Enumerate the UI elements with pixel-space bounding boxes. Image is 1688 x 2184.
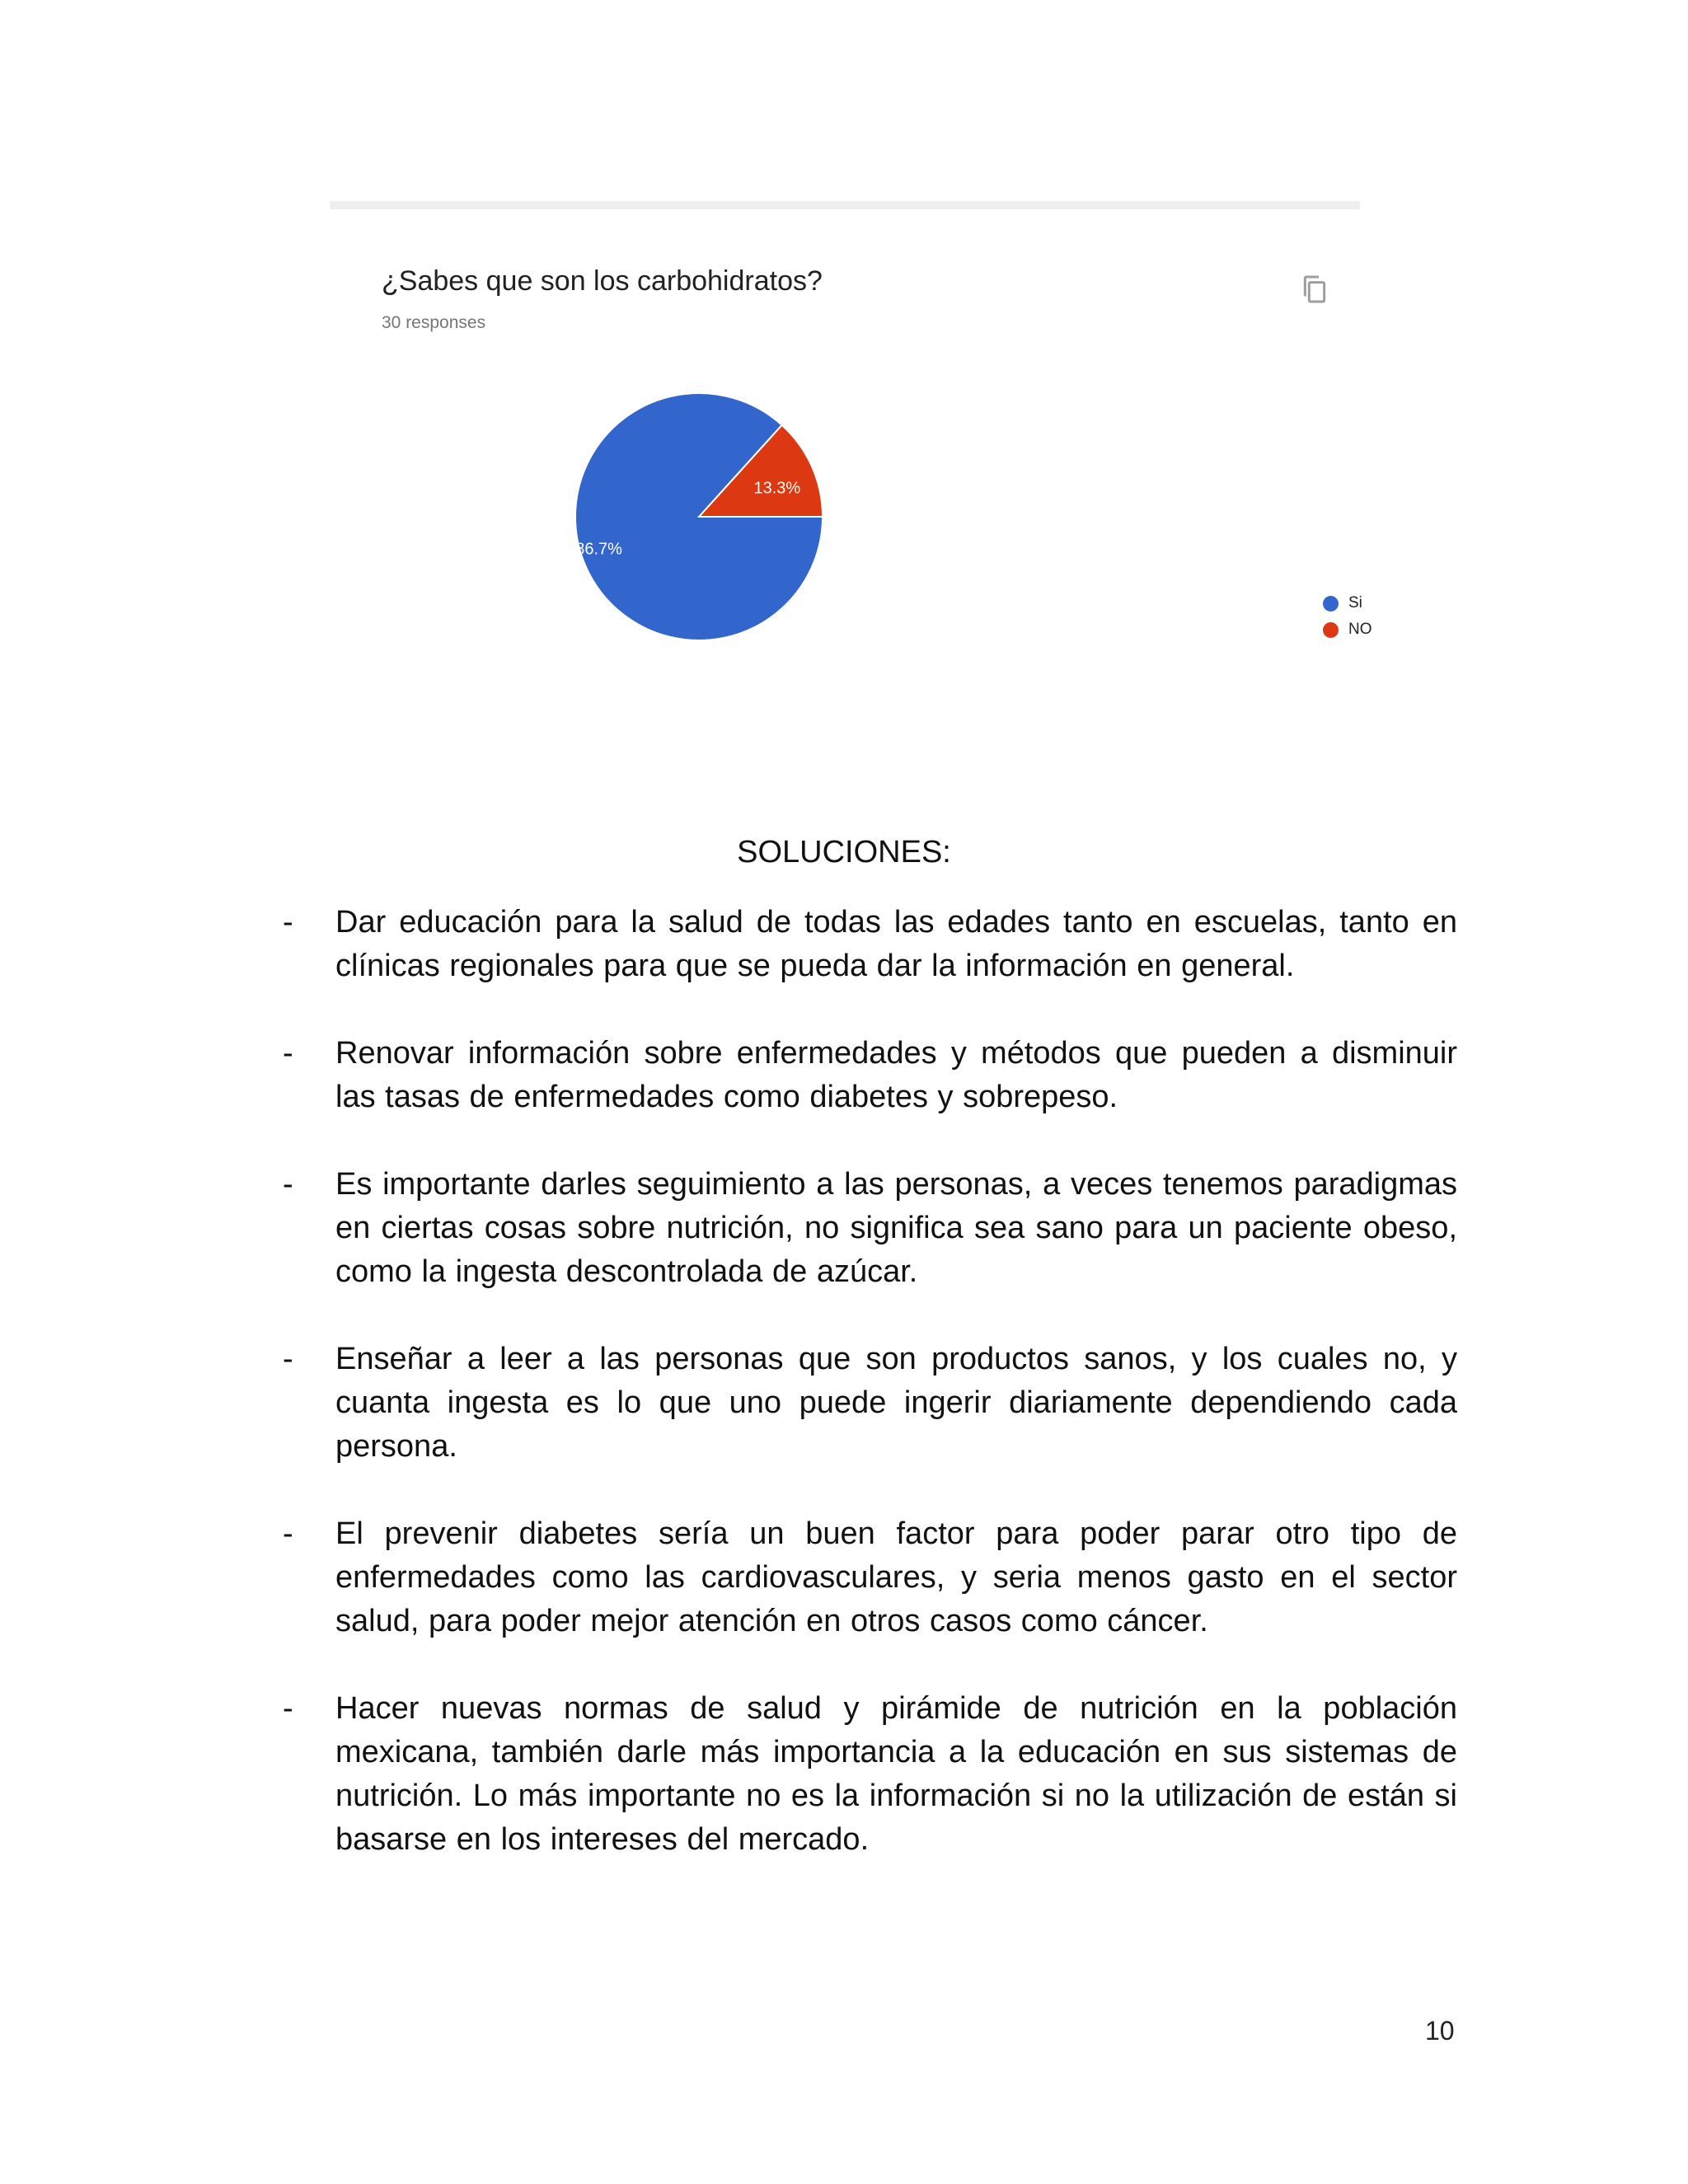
solution-text: Renovar información sobre enfermedades y métodos que pueden a disminuir las tasas de enfermedades como diabetes y sobrepeso. xyxy=(335,1036,1457,1114)
pie-chart xyxy=(330,201,1360,729)
solution-item xyxy=(283,1512,1457,1643)
chart-title: ¿Sabes que son los carbohidratos? xyxy=(382,265,823,297)
solutions-list xyxy=(283,901,1457,1905)
bullet-dash: - xyxy=(283,1691,293,1726)
solution-item xyxy=(283,1687,1457,1862)
legend-item xyxy=(1323,590,1372,616)
pie-data-label: 86.7% xyxy=(575,540,622,559)
solution-item xyxy=(283,1163,1457,1294)
solution-text: Hacer nuevas normas de salud y pirámide de nutrición en la población mexicana, también darle más importancia a la educación en sus sistemas de nutrición. Lo más importante no es la información si no la utilización de están si basarse en los intereses del mercado. xyxy=(335,1691,1457,1857)
solutions-heading: SOLUCIONES: xyxy=(737,835,951,869)
solution-text: Enseñar a leer a las personas que son productos sanos, y los cuales no, y cuanta ingesta es lo que uno puede ingerir diariamente dependiendo cada persona. xyxy=(335,1342,1457,1464)
legend-swatch xyxy=(1323,596,1339,612)
solution-text: El prevenir diabetes sería un buen factor para poder parar otro tipo de enfermedades como las cardiovasculares, y seria menos gasto en el sector salud, para poder mejor atención en otros casos como cáncer. xyxy=(335,1516,1457,1638)
pie-data-label: 13.3% xyxy=(753,479,801,498)
solution-text: Dar educación para la salud de todas las edades tanto en escuelas, tanto en clínicas regionales para que se pueda dar la información en general. xyxy=(335,905,1457,983)
legend-label: Si xyxy=(1348,594,1362,612)
legend-label: NO xyxy=(1348,621,1372,638)
solution-item xyxy=(283,1338,1457,1469)
chart-legend xyxy=(1323,590,1372,643)
solution-item xyxy=(283,1032,1457,1119)
chart-card xyxy=(330,201,1372,729)
bullet-dash: - xyxy=(283,1342,293,1376)
legend-swatch xyxy=(1323,622,1339,638)
solution-text: Es importante darles seguimiento a las personas, a veces tenemos paradigmas en ciertas cosas sobre nutrición, no significa sea sano para un paciente obeso, como la ingesta descontrolada de azúcar. xyxy=(335,1167,1457,1289)
legend-item xyxy=(1323,616,1372,643)
bullet-dash: - xyxy=(283,1036,293,1071)
bullet-dash: - xyxy=(283,1516,293,1551)
response-count: 30 responses xyxy=(382,313,486,332)
bullet-dash: - xyxy=(283,905,293,940)
solution-item xyxy=(283,901,1457,988)
page-number: 10 xyxy=(1425,2016,1455,2046)
bullet-dash: - xyxy=(283,1167,293,1202)
